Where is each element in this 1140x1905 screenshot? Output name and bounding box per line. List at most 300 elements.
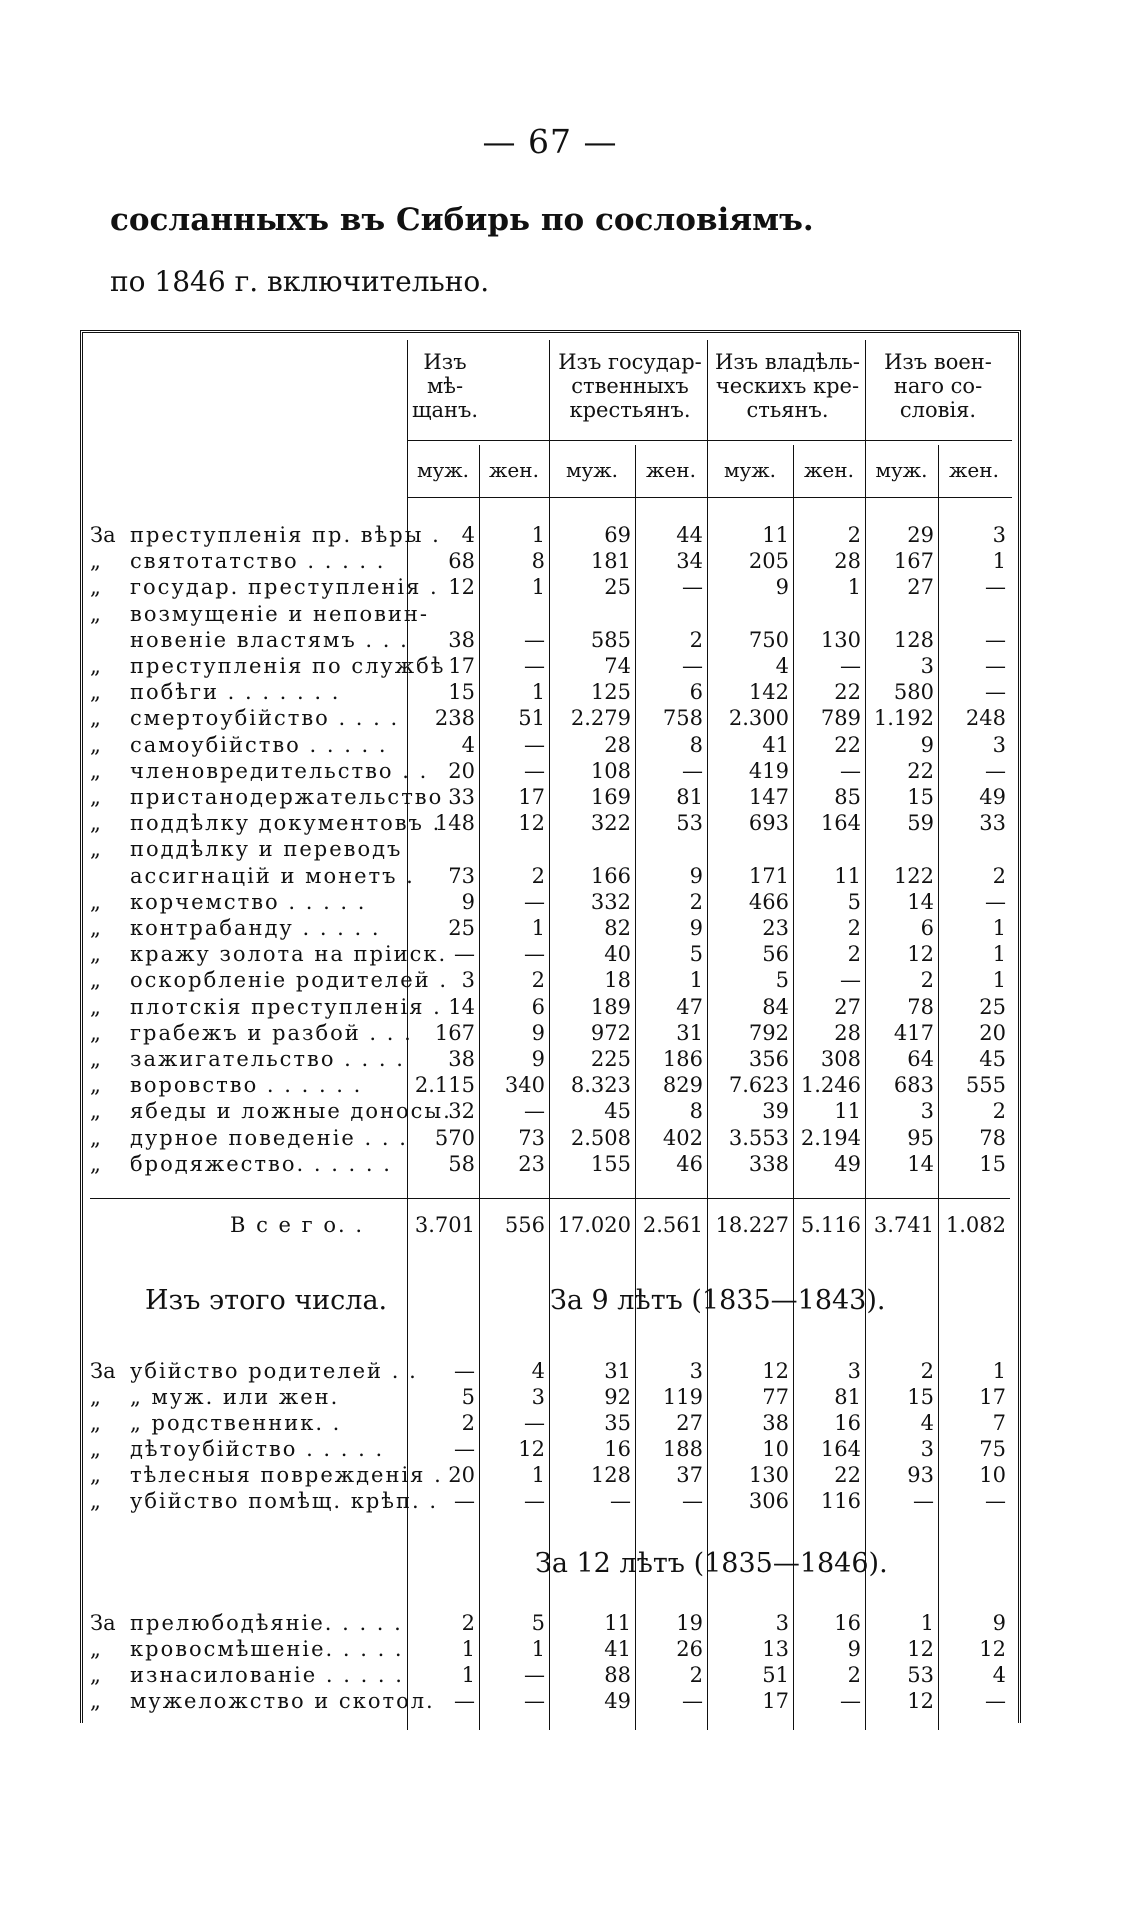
table-row — [90, 1410, 1010, 1436]
table-cell: 7 — [992, 1411, 1006, 1435]
row-label — [90, 1151, 395, 1177]
table-cell: 1 — [531, 1637, 545, 1661]
row-label — [90, 653, 446, 679]
row-text: грабежъ и разбой . . . — [130, 1020, 413, 1045]
row-text: тѣлесныя поврежденія . — [130, 1463, 443, 1487]
row-label — [90, 548, 395, 574]
table-cell: 49 — [604, 1689, 631, 1713]
table-cell: — — [524, 758, 545, 783]
table-cell: 402 — [662, 1125, 703, 1150]
table-cell: 27 — [907, 575, 934, 600]
table-row — [90, 1151, 1010, 1177]
table-cell: 125 — [590, 680, 631, 705]
row-label — [90, 1610, 403, 1636]
row-label — [90, 1046, 405, 1072]
row-text: плотскія преступленія . — [130, 994, 442, 1019]
row-text: ассигнацій и монетъ . — [130, 863, 415, 888]
table-cell: 2 — [847, 942, 861, 967]
row-label — [90, 705, 400, 731]
table-cell: 555 — [965, 1073, 1006, 1098]
table-cell: 4 — [992, 1663, 1006, 1687]
row-text: новеніе властямъ . . . — [130, 627, 409, 652]
table-cell: 33 — [448, 785, 475, 809]
row-label — [90, 601, 430, 627]
table-cell: 49 — [979, 785, 1006, 809]
table-cell: 18 — [604, 968, 631, 993]
table-cell: 45 — [604, 1099, 631, 1124]
row-label — [90, 758, 429, 784]
table-cell: 22 — [834, 732, 861, 757]
table-cell: 28 — [834, 549, 861, 574]
sub-header-cell: муж. — [723, 458, 777, 482]
table-cell: 41 — [604, 1637, 631, 1661]
table-cell: — — [524, 627, 545, 652]
sub-header-cell: муж. — [416, 458, 470, 482]
table-cell: 1 — [531, 575, 545, 600]
table-cell: — — [454, 1489, 475, 1513]
row-text: контрабанду . . . . . — [130, 916, 381, 940]
table-cell: 23 — [518, 1151, 545, 1176]
section2-title: За 12 лѣтъ (1835—1846). — [535, 1548, 888, 1579]
table-cell: 130 — [820, 627, 861, 652]
row-text: бродяжество. . . . . . — [130, 1151, 392, 1176]
table-cell: 119 — [662, 1385, 703, 1409]
table-cell: 19 — [676, 1611, 703, 1635]
row-text: дѣтоубійство . . . . . — [130, 1437, 385, 1461]
table-cell: — — [524, 732, 545, 757]
row-text: корчемство . . . . . — [130, 889, 367, 914]
table-cell: 3 — [992, 732, 1006, 757]
table-cell: 9 — [461, 889, 475, 914]
table-cell: 25 — [448, 916, 475, 940]
row-text: возмущеніе и неповин- — [130, 601, 430, 626]
table-row — [90, 994, 1010, 1020]
table-cell: 2 — [689, 889, 703, 914]
table-cell: 25 — [979, 994, 1006, 1019]
table-cell: 92 — [604, 1385, 631, 1409]
group-header-rule — [407, 440, 1012, 441]
table-cell: — — [610, 1489, 631, 1513]
table-cell: — — [913, 1489, 934, 1513]
row-prefix: „ — [90, 811, 101, 836]
table-cell: 51 — [762, 1663, 789, 1687]
row-label — [90, 522, 441, 548]
table-cell: 2 — [847, 1663, 861, 1687]
table-cell: 15 — [448, 680, 475, 705]
table-cell: 16 — [834, 1411, 861, 1435]
table-cell: 12 — [518, 1437, 545, 1461]
table-cell: 8.323 — [570, 1073, 631, 1098]
table-cell: 122 — [893, 863, 934, 888]
table-cell: 5 — [689, 942, 703, 967]
table-cell: 78 — [979, 1125, 1006, 1150]
table-cell: 68 — [448, 549, 475, 574]
table-cell: 2 — [689, 627, 703, 652]
row-label — [90, 1125, 408, 1151]
table-cell: 88 — [604, 1663, 631, 1687]
sub-header-cell: жен. — [646, 458, 696, 482]
table-cell: 147 — [748, 785, 789, 809]
row-prefix: „ — [90, 889, 101, 914]
table-cell: 20 — [448, 758, 475, 783]
row-label — [90, 889, 395, 915]
table-cell: 3 — [775, 1611, 789, 1635]
table-cell: 32 — [448, 1099, 475, 1124]
row-text: самоубійство . . . . . — [130, 732, 388, 757]
table-cell: 466 — [748, 889, 789, 914]
row-prefix: „ — [90, 1689, 101, 1713]
row-prefix: „ — [90, 706, 101, 731]
table-cell: 31 — [604, 1359, 631, 1383]
table-cell: 20 — [448, 1463, 475, 1487]
table-cell: 22 — [907, 758, 934, 783]
table-row — [90, 1488, 1010, 1514]
table-cell: — — [524, 1099, 545, 1124]
table-cell: 22 — [834, 1463, 861, 1487]
table-cell: 11 — [834, 863, 861, 888]
table-cell: 27 — [676, 1411, 703, 1435]
table-cell: — — [985, 575, 1006, 600]
table-cell: 181 — [590, 549, 631, 574]
row-prefix: „ — [90, 968, 101, 993]
table-row — [90, 705, 1010, 731]
table-cell: — — [454, 942, 475, 967]
table-cell: 1 — [992, 968, 1006, 993]
row-prefix: „ — [90, 916, 101, 940]
table-cell: 8 — [689, 732, 703, 757]
row-prefix: „ — [90, 1663, 101, 1687]
table-cell: 169 — [590, 785, 631, 809]
table-cell: 53 — [907, 1663, 934, 1687]
row-label — [90, 732, 395, 758]
row-prefix: „ — [90, 837, 101, 862]
table-cell: 128 — [893, 627, 934, 652]
table-cell: — — [985, 654, 1006, 678]
row-label — [90, 1072, 395, 1098]
table-cell: 12 — [907, 1637, 934, 1661]
table-cell: 64 — [907, 1047, 934, 1071]
table-row — [90, 1072, 1010, 1098]
table-cell: — — [840, 654, 861, 678]
table-cell: — — [524, 942, 545, 967]
row-text: „ муж. или жен. — [130, 1385, 340, 1409]
table-cell: 33 — [979, 811, 1006, 836]
table-cell: 12 — [518, 811, 545, 836]
table-cell: 166 — [590, 863, 631, 888]
table-cell: 84 — [762, 994, 789, 1019]
table-cell: 5 — [847, 889, 861, 914]
table-cell: 1 — [531, 680, 545, 705]
row-prefix: За — [90, 1359, 116, 1383]
table-cell: 1 — [461, 1637, 475, 1661]
table-cell: 12 — [907, 1689, 934, 1713]
row-label — [90, 679, 395, 705]
page-subheading: по 1846 г. включительно. — [110, 265, 490, 298]
table-cell: 9 — [531, 1047, 545, 1071]
table-cell: 51 — [518, 706, 545, 731]
table-cell: 2.300 — [728, 706, 789, 731]
total-label: В с е г о. . — [230, 1213, 364, 1237]
table-cell: 73 — [518, 1125, 545, 1150]
table-cell: 39 — [762, 1099, 789, 1124]
table-cell: 17 — [518, 785, 545, 809]
table-cell: 1 — [531, 916, 545, 940]
row-text: ябеды и ложные доносы. — [130, 1099, 452, 1124]
table-cell: 56 — [762, 942, 789, 967]
row-text: государ. преступленія . — [130, 575, 439, 600]
row-text: святотатство . . . . . — [130, 549, 386, 574]
table-cell: 1 — [920, 1611, 934, 1635]
table-cell: 2.115 — [414, 1073, 475, 1098]
table-cell: 2 — [531, 863, 545, 888]
table-cell: — — [985, 889, 1006, 914]
table-cell: 205 — [748, 549, 789, 574]
row-text: поддѣлку документовъ . — [130, 811, 442, 836]
table-cell: 46 — [676, 1151, 703, 1176]
table-cell: 3.553 — [728, 1125, 789, 1150]
table-cell: 22 — [834, 680, 861, 705]
table-cell: 1.192 — [873, 706, 934, 731]
table-cell: 225 — [590, 1047, 631, 1071]
table-cell: 40 — [604, 942, 631, 967]
sub-header-cell: жен. — [804, 458, 854, 482]
table-cell: 9 — [775, 575, 789, 600]
table-cell: 7.623 — [728, 1073, 789, 1098]
table-row — [90, 1125, 1010, 1151]
table-cell: 2 — [461, 1611, 475, 1635]
table-row — [90, 1358, 1010, 1384]
table-cell: 188 — [662, 1437, 703, 1461]
table-row — [90, 1020, 1010, 1046]
table-cell: — — [682, 654, 703, 678]
row-text: убійство помѣщ. крѣп. . — [130, 1489, 438, 1513]
table-cell: 306 — [748, 1489, 789, 1513]
table-cell: 3 — [531, 1385, 545, 1409]
table-cell: 1 — [992, 1359, 1006, 1383]
page-heading: сосланныхъ въ Сибирь по сословіямъ. — [110, 202, 814, 238]
row-label — [90, 784, 444, 810]
table-row — [90, 836, 1010, 862]
table-cell: 75 — [979, 1437, 1006, 1461]
table-cell: 148 — [434, 811, 475, 836]
table-row — [90, 548, 1010, 574]
table-cell: 417 — [893, 1020, 934, 1045]
table-cell: 419 — [748, 758, 789, 783]
table-cell: 829 — [662, 1073, 703, 1098]
row-prefix: „ — [90, 1637, 101, 1661]
table-cell: 28 — [834, 1020, 861, 1045]
table-cell: 69 — [604, 523, 631, 547]
table-cell: 5.116 — [800, 1213, 861, 1237]
table-cell: 789 — [820, 706, 861, 731]
row-prefix: „ — [90, 942, 101, 967]
table-cell: 12 — [907, 942, 934, 967]
row-prefix: „ — [90, 1437, 101, 1461]
table-cell: 3 — [461, 968, 475, 993]
table-cell: 44 — [676, 523, 703, 547]
row-text: зажигательство . . . . — [130, 1047, 405, 1071]
table-cell: 6 — [531, 994, 545, 1019]
row-prefix: „ — [90, 1073, 101, 1098]
table-cell: 580 — [893, 680, 934, 705]
table-cell: 155 — [590, 1151, 631, 1176]
table-row — [90, 1046, 1010, 1072]
table-cell: 9 — [689, 916, 703, 940]
table-cell: 28 — [604, 732, 631, 757]
table-cell: 59 — [907, 811, 934, 836]
row-label — [90, 810, 442, 836]
table-cell: 4 — [775, 654, 789, 678]
section1-title: За 9 лѣтъ (1835—1843). — [550, 1285, 886, 1316]
table-cell: 12 — [448, 575, 475, 600]
row-label — [90, 1020, 413, 1046]
table-cell: — — [985, 1489, 1006, 1513]
table-cell: — — [985, 680, 1006, 705]
table-cell: 9 — [531, 1020, 545, 1045]
table-cell: 585 — [590, 627, 631, 652]
table-row — [90, 810, 1010, 836]
table-cell: 41 — [762, 732, 789, 757]
row-label — [90, 1462, 443, 1488]
table-cell: — — [985, 758, 1006, 783]
table-cell: 16 — [604, 1437, 631, 1461]
row-prefix: За — [90, 523, 116, 547]
row-prefix: „ — [90, 1463, 101, 1487]
table-cell: 5 — [531, 1611, 545, 1635]
sub-header-cell: муж. — [565, 458, 619, 482]
table-cell: 108 — [590, 758, 631, 783]
row-text: прелюбодѣяніе. . . . . — [130, 1611, 403, 1635]
row-label — [90, 1384, 395, 1410]
row-prefix: „ — [90, 785, 101, 809]
table-cell: 322 — [590, 811, 631, 836]
group-header-serfs: Изъ владѣль- ческихъ кре- стьянъ. — [715, 350, 860, 422]
table-cell: — — [524, 654, 545, 678]
row-label — [90, 1636, 404, 1662]
row-text: воровство . . . . . . — [130, 1073, 363, 1098]
table-cell: 167 — [434, 1020, 475, 1045]
row-text: мужеложство и скотол. — [130, 1689, 435, 1713]
row-text: оскорбленіе родителей . — [130, 968, 449, 993]
table-cell: 3 — [689, 1359, 703, 1383]
table-cell: 9 — [992, 1611, 1006, 1635]
table-row — [90, 1462, 1010, 1488]
table-row — [90, 732, 1010, 758]
table-cell: 45 — [979, 1047, 1006, 1071]
table-cell: — — [840, 758, 861, 783]
row-prefix: „ — [90, 575, 101, 600]
table-row — [90, 627, 1010, 653]
table-cell: 1 — [992, 916, 1006, 940]
table-cell: 85 — [834, 785, 861, 809]
table-cell: 58 — [448, 1151, 475, 1176]
table-cell: — — [840, 1689, 861, 1713]
table-cell: 750 — [748, 627, 789, 652]
table-cell: 972 — [590, 1020, 631, 1045]
table-cell: 47 — [676, 994, 703, 1019]
table-cell: — — [524, 1489, 545, 1513]
row-text: членовредительство . . — [130, 758, 429, 783]
table-cell: 37 — [676, 1463, 703, 1487]
table-cell: 78 — [907, 994, 934, 1019]
table-cell: 12 — [762, 1359, 789, 1383]
row-prefix: „ — [90, 549, 101, 574]
table-cell: 308 — [820, 1047, 861, 1071]
table-cell: 6 — [689, 680, 703, 705]
row-prefix: „ — [90, 1411, 101, 1435]
table-cell: 26 — [676, 1637, 703, 1661]
row-prefix: За — [90, 1611, 116, 1635]
table-cell: 4 — [920, 1411, 934, 1435]
table-cell: 8 — [689, 1099, 703, 1124]
table-cell: — — [682, 575, 703, 600]
table-row — [90, 915, 1010, 941]
table-row — [90, 967, 1010, 993]
table-cell: — — [454, 1437, 475, 1461]
table-cell: 11 — [762, 523, 789, 547]
row-label — [90, 574, 439, 600]
table-cell: 4 — [531, 1359, 545, 1383]
table-cell: 49 — [834, 1151, 861, 1176]
table-cell: 1 — [992, 942, 1006, 967]
table-cell: 1.246 — [800, 1073, 861, 1098]
table-cell: 9 — [920, 732, 934, 757]
table-cell: 16 — [834, 1611, 861, 1635]
row-prefix: „ — [90, 732, 101, 757]
table-row — [90, 1098, 1010, 1124]
table-cell: 2 — [992, 863, 1006, 888]
row-text: преступленія пр. вѣры . — [130, 523, 441, 547]
table-cell: 2 — [689, 1663, 703, 1687]
table-cell: 73 — [448, 863, 475, 888]
row-prefix: „ — [90, 1385, 101, 1409]
table-cell: — — [985, 627, 1006, 652]
table-cell: 3 — [920, 1099, 934, 1124]
table-cell: 142 — [748, 680, 789, 705]
row-prefix: „ — [90, 601, 101, 626]
row-label — [90, 627, 409, 653]
table-cell: 82 — [604, 916, 631, 940]
table-cell: 3 — [920, 1437, 934, 1461]
table-cell: 356 — [748, 1047, 789, 1071]
table-cell: — — [840, 968, 861, 993]
row-prefix: „ — [90, 1020, 101, 1045]
table-cell: 34 — [676, 549, 703, 574]
table-row — [90, 601, 1010, 627]
table-cell: 1 — [531, 1463, 545, 1487]
row-label — [90, 994, 442, 1020]
table-cell: 38 — [448, 1047, 475, 1071]
table-cell: 3 — [992, 523, 1006, 547]
table-cell: 164 — [820, 1437, 861, 1461]
sub-header-cell: жен. — [489, 458, 539, 482]
table-cell: 11 — [604, 1611, 631, 1635]
table-cell: 17 — [448, 654, 475, 678]
row-text: смертоубійство . . . . — [130, 706, 400, 731]
table-cell: 14 — [448, 994, 475, 1019]
table-row — [90, 522, 1010, 548]
table-row — [90, 574, 1010, 600]
table-cell: 14 — [907, 1151, 934, 1176]
row-label — [90, 1688, 435, 1714]
table-cell: 3.741 — [873, 1213, 934, 1237]
row-label — [90, 1436, 395, 1462]
table-cell: 4 — [461, 732, 475, 757]
table-cell: 10 — [762, 1437, 789, 1461]
table-row — [90, 1636, 1010, 1662]
table-cell: 2.279 — [570, 706, 631, 731]
table-cell: 758 — [662, 706, 703, 731]
